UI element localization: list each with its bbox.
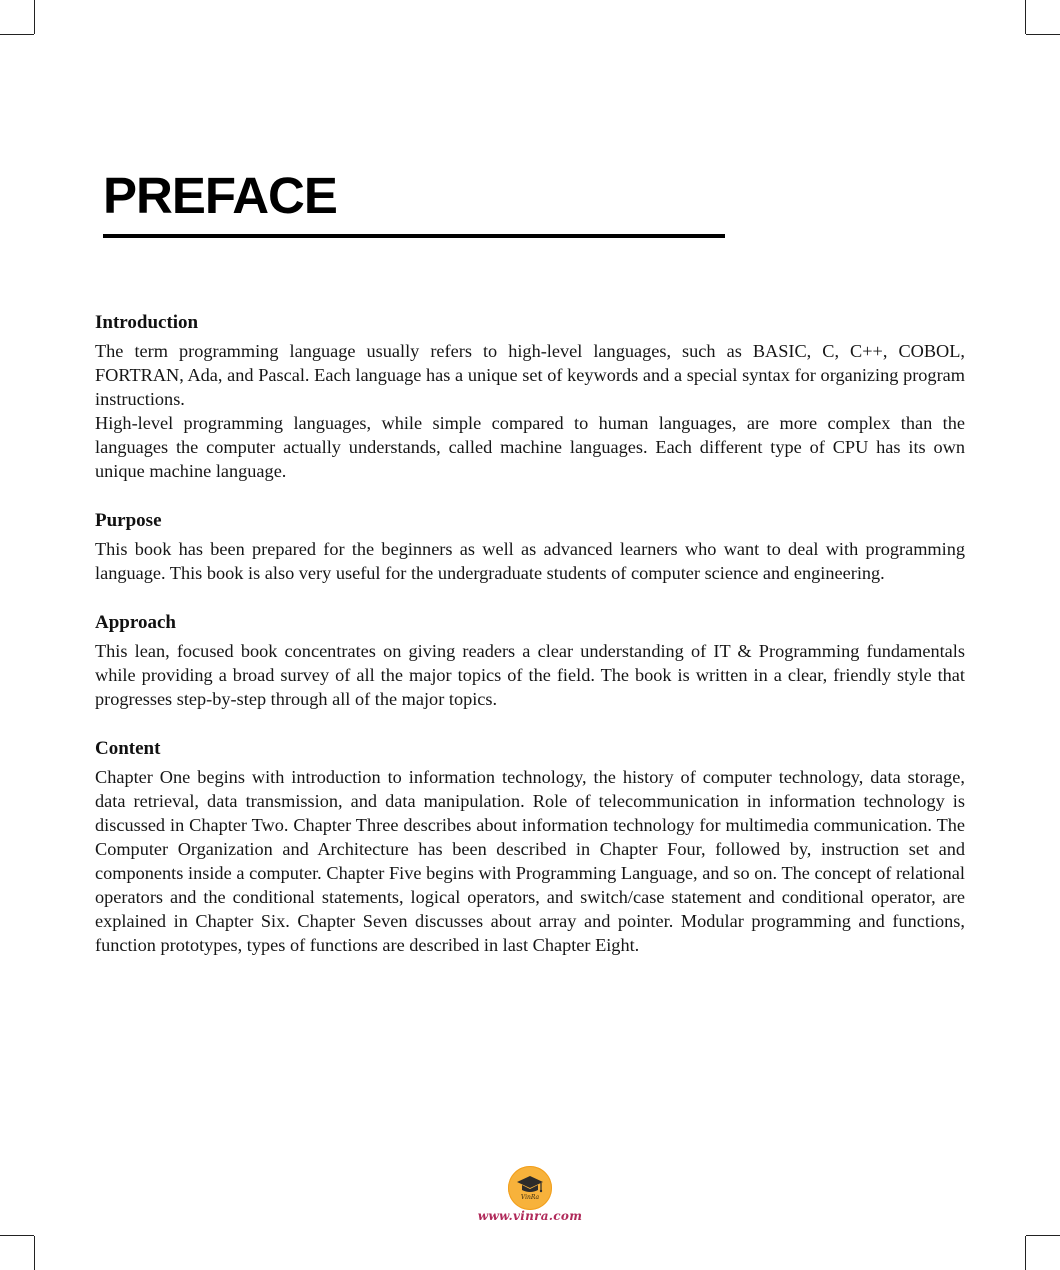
crop-mark-top-right-horizontal	[1026, 34, 1060, 35]
section-introduction	[95, 309, 965, 483]
footer-url[interactable]: www.vinra.com	[477, 1209, 583, 1223]
publisher-logo	[508, 1166, 552, 1210]
crop-mark-bottom-right-vertical	[1025, 1236, 1026, 1270]
crop-mark-bottom-right-horizontal	[1026, 1235, 1060, 1236]
graduation-cap-icon	[508, 1166, 552, 1210]
crop-mark-top-left-horizontal	[0, 34, 34, 35]
section-paragraph: The term programming language usually refers to high-level languages, such as BASIC, C, C++, COBOL, FORTRAN, Ada, and Pascal. Each language has a unique set of keywords and a special syntax for organizing program instructions.	[95, 341, 965, 409]
section-heading: Purpose	[95, 510, 162, 531]
section-heading: Content	[95, 738, 161, 759]
crop-mark-bottom-left-horizontal	[0, 1235, 34, 1236]
page-title: PREFACE	[103, 167, 337, 224]
crop-mark-top-left-vertical	[34, 0, 35, 34]
section-paragraph: Chapter One begins with introduction to information technology, the history of computer technology, data storage, data retrieval, data transmission, and data manipulation. Role of telecommunication in information technology is discussed in Chapter Two. Chapter Three describes about information technology for multimedia communication. The Computer Organization and Architecture has been described in Chapter Four, followed by, instruction set and components inside a computer. Chapter Five begins with Programming Language, and so on. The concept of relational operators and the conditional statements, logical operators, and switch/case statement and conditional operator, are explained in Chapter Six. Chapter Seven discusses about array and pointer. Modular programming and functions, function prototypes, types of functions are described in last Chapter Eight.	[95, 767, 965, 955]
crop-mark-bottom-left-vertical	[34, 1236, 35, 1270]
title-underline	[103, 234, 725, 238]
section-approach	[95, 609, 965, 711]
crop-mark-top-right-vertical	[1025, 0, 1026, 34]
section-paragraph: High-level programming languages, while simple compared to human languages, are more complex than the languages the computer actually understands, called machine languages. Each different type of CPU has its own unique machine language.	[95, 413, 965, 481]
section-content	[95, 735, 965, 957]
section-paragraph: This book has been prepared for the beginners as well as advanced learners who want to deal with programming language. This book is also very useful for the undergraduate students of computer science and engineering.	[95, 539, 965, 583]
section-paragraph: This lean, focused book concentrates on giving readers a clear understanding of IT & Programming fundamentals while providing a broad survey of all the major topics of the field. The book is written in a clear, friendly style that progresses step-by-step through all of the major topics.	[95, 641, 965, 709]
logo-text: VinRa	[520, 1194, 540, 1201]
section-heading: Approach	[95, 612, 176, 633]
section-heading: Introduction	[95, 312, 199, 333]
section-purpose	[95, 507, 965, 585]
preface-body	[95, 309, 965, 957]
